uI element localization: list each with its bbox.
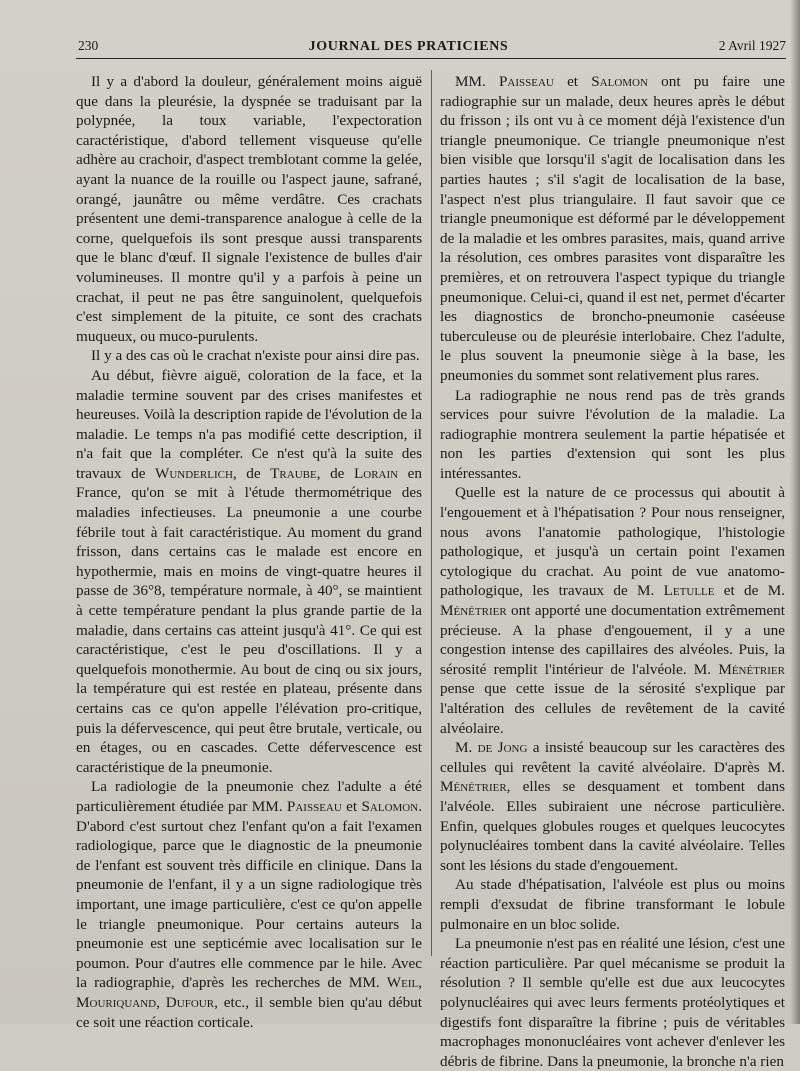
paragraph bbox=[440, 72, 785, 386]
header-rule bbox=[76, 58, 786, 59]
paragraph: Il y a des cas où le crachat n'existe pour ainsi dire pas. bbox=[91, 347, 420, 365]
paragraph: La radiographie ne nous rend pas de très grands services pour suivre l'évolution de la maladie. La radiographie montrera seulement la partie hépatisée et non les parties d'extension qui sont les plus intéressantes. bbox=[440, 386, 785, 482]
author-name: Salomon bbox=[591, 73, 648, 90]
author-name: Paisseau bbox=[286, 797, 342, 815]
left-column bbox=[76, 72, 422, 1032]
author-name: Paisseau bbox=[498, 73, 554, 90]
text-run: ont apporté une documentation extrêmement précieuse. A la phase d'engouement, il y a une congestion intense des capillaires des alvéoles. Puis, la sérosité remplit l'intérieur de l'alvéole. M. bbox=[440, 602, 785, 678]
text-run: a insisté beaucoup sur les caractères des cellules qui revêtent la cavité alvéolaire. D'après M. bbox=[440, 739, 785, 776]
running-header bbox=[78, 38, 786, 56]
paragraph: Il y a d'abord la douleur, généralement moins aiguë que dans la pleurésie, la dyspnée se traduisant par la polypnée, la toux variable, l'expectoration caractéristique, d'abord tellement visqueuse qu'elle adhère au crachoir, d'aspect tremblotant comme la gelée, ayant la nuance de la rouille ou l'aspect jaune, safrané, orangé, jaunâtre ou même verdâtre. Ces crachats présentent une demi-transparence analogue à celle de la corne, quelquefois ils sont presque aussi transparents que le blanc d'œuf. Il signale l'existence de bulles d'air volumineuses. Il montre qu'il y a parfois à peine un crachat, il peut ne pas être sanguinolent, quelquefois c'est simplement de la pituite, ce sont des crachats muqueux, ou muco-purulents. bbox=[76, 73, 422, 345]
author-name: Ménétrier bbox=[440, 602, 507, 620]
author-name: Lorain bbox=[353, 464, 399, 482]
author-name: Wunderlich bbox=[155, 464, 233, 482]
page-number: 230 bbox=[78, 38, 99, 53]
journal-title: JOURNAL DES PRATICIENS bbox=[308, 39, 509, 54]
page-edge-shadow bbox=[790, 0, 800, 1024]
text-run: pense que cette issue de la sérosité s'explique par l'altération des cellules de revêtement de la cavité alvéolaire. bbox=[440, 680, 785, 737]
author-name: Ménétrier bbox=[718, 660, 785, 678]
author-name: Traube bbox=[270, 464, 317, 482]
paragraph bbox=[76, 777, 422, 1032]
paragraph bbox=[440, 483, 785, 738]
text-run: . D'abord c'est surtout chez l'enfant qu'on a fait l'examen radiologique, parce que le diagnostic de la pneumonie de l'enfant est souvent très difficile en clinique. Dans la pneumonie de l'enfant, il y a un signe radiologique très important, une image particulière, c'est ce qu'on appelle le triangle pneumonique. Pour certains auteurs la pneumonie est une septicémie avec localisation sur le poumon. Pour d'autres elle commence par le hile. Avec la radiographie, d'après les recherches de MM. bbox=[76, 797, 422, 992]
text-run: en France, qu'on se mit à l'étude thermométrique des maladies infectieuses. La pneumonie a une courbe fébrile tout à fait caractéristique. Au moment du grand frisson, dans certains cas le malade est encore en hypothermie, mais en moins de vingt-quatre heures il passe de 36°8, température normale, à 40°, se maintient à cette température pendant la plus grande partie de la maladie, dans certains cas atteint jusqu'à 41°. Ce qui est caractéristique, c'est le peu d'oscillations. Il y a quelquefois monothermie. Au bout de cinq ou six jours, la température qui est restée en plateau, présente dans certains cas ce qu'on appelle l'élévation pro-critique, puis la défervescence, qui peut être brutale, verticale, ou en étages, ou en cascades. Cette défervescence est caractéristique de la pneumonie. bbox=[76, 464, 422, 776]
paragraph bbox=[76, 366, 422, 777]
text-run: Au début, fièvre aiguë, coloration de la face, et la maladie termine souvent par des crises manifestes et heureuses. Voilà la description rapide de l'évolution de la maladie. Le temps n'a pas modifié cette description, il n'a fait que la compléter. Ce n'est qu'à la suite des travaux de bbox=[76, 366, 422, 482]
author-name: Weil bbox=[386, 974, 419, 992]
text-run: ont pu faire une radiographie sur un malade, deux heures après le début du frisson ; ils ont vu à ce moment déjà l'existence d'un triangle pneumonique. Ce triangle pneumonique n'est bien visible que lorsqu'il s'agit de localisation dans les parties hautes ; s'il s'agit de localisation de la base, l'aspect n'est plus triangulaire. Il faut savoir que ce triangle pneumonique est déformé par le développement de la maladie et les ombres parasites, mais, quand arrive la résolution, ces ombres parasites vont disparaître les premières, et on retrouvera l'aspect typique du triangle pneumonique. Celui-ci, quand il est net, permet d'écarter les diagnostics de broncho-pneumonie caséeuse tuberculeuse ou de pleurésie interlobaire. Chez l'adulte, le plus souvent la pneumonie siège à la base, les pneumonies du sommet sont relativement plus rares. bbox=[440, 73, 785, 384]
text-run: et de M. bbox=[714, 582, 785, 600]
text-run: M. bbox=[455, 739, 478, 757]
text-run: Quelle est la nature de ce processus qui aboutit à l'engouement et à l'hépatisation ? Pour nous renseigner, nous avons l'anatomie pathologique, l'histologie pathologique, et jusqu'à un certain point l'examen cytologique du crachat. Au point de vue anatomo-pathologique, les travaux de M. bbox=[440, 484, 785, 600]
text-run: , de bbox=[316, 464, 354, 482]
author-name: Ménétrier bbox=[440, 778, 507, 796]
author-name: Letulle bbox=[663, 582, 715, 600]
author-name: Dufour bbox=[165, 993, 215, 1011]
paragraph: Au stade d'hépatisation, l'alvéole est plus ou moins rempli d'exsudat de fibrine transformant le lobule pulmonaire en un bloc solide. bbox=[440, 876, 785, 933]
text-run: , elles se desquament et tombent dans l'alvéole. Elles subiraient une nécrose particulière. Enfin, quelques globules rouges et quelques leucocytes polynucléaires tombent dans la cavité alvéolaire. Telles sont les lésions du stade d'engouement. bbox=[440, 778, 785, 874]
author-name: Salomon bbox=[361, 797, 419, 815]
author-name: de Jong bbox=[477, 739, 528, 757]
text-run: et bbox=[553, 73, 592, 90]
text-run: , bbox=[418, 974, 422, 992]
text-run: , bbox=[156, 993, 166, 1011]
text-run: et bbox=[341, 797, 362, 815]
author-name: Mouriquand bbox=[76, 993, 157, 1011]
paragraph bbox=[440, 738, 785, 875]
right-column bbox=[440, 72, 785, 1071]
text-run: , de bbox=[232, 464, 271, 482]
text-run: MM. bbox=[455, 73, 499, 90]
text-run: , etc., il semble bien qu'au début ce soit une réaction corticale. bbox=[76, 993, 422, 1031]
paragraph: La pneumonie n'est pas en réalité une lésion, c'est une réaction particulière. Par quel mécanisme se produit la résolution ? Il semble qu'elle est due aux leucocytes polynucléaires qui avec leurs ferments protéolytiques et digestifs font disparaître la fibrine ; puis de véritables macrophages mononucléaires vont achever d'enlever les débris de fibrine. Dans la pneumonie, la bronche n'a rien bbox=[440, 935, 785, 1070]
column-divider bbox=[431, 70, 432, 956]
text-run: La radiologie de la pneumonie chez l'adulte a été particulièrement étudiée par MM. bbox=[76, 778, 422, 815]
issue-date: 2 Avril 1927 bbox=[718, 38, 786, 53]
